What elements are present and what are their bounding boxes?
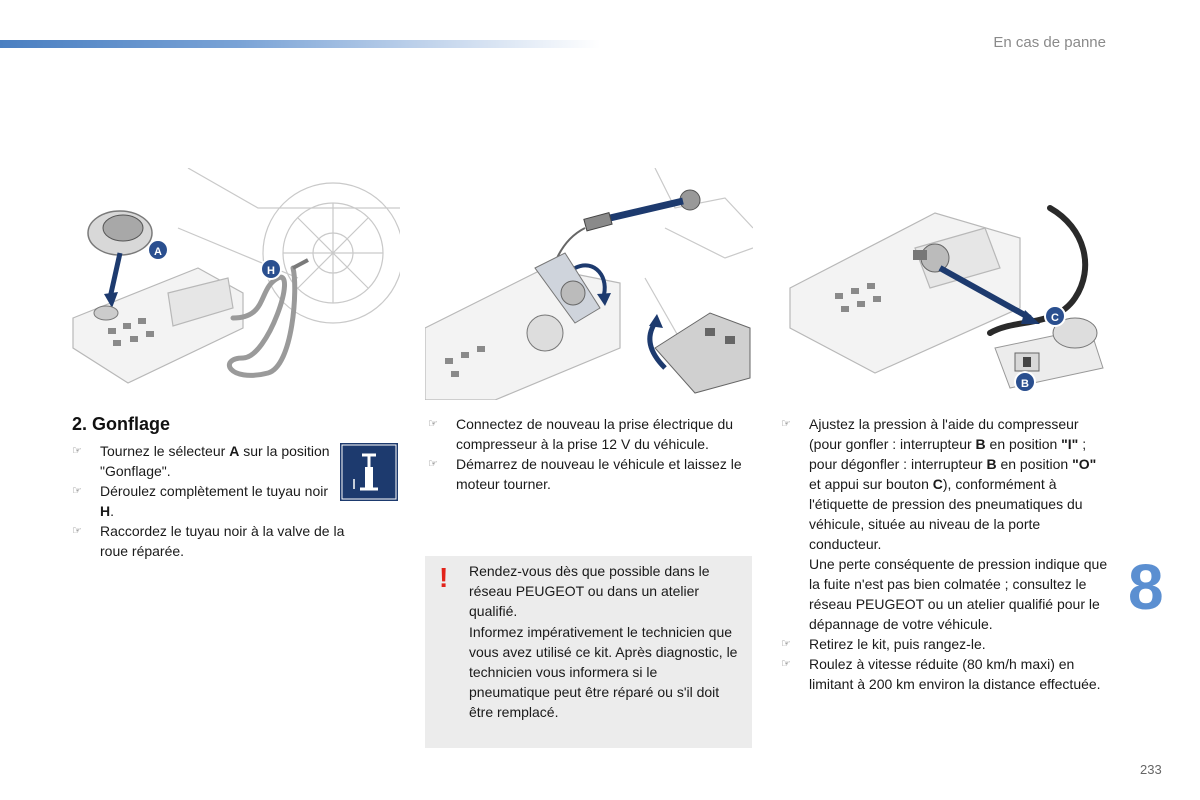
svg-text:C: C <box>1051 312 1059 324</box>
section-label: En cas de panne <box>993 34 1106 51</box>
tire-pump-icon <box>340 443 398 501</box>
bullet-icon: ☞ <box>781 658 791 670</box>
illustration-pressure-buttons <box>785 168 1107 400</box>
list-item: ☞ Ajustez la pression à l'aide du compresseur (pour gonfler : interrupteur B en position "I" ; pour dégonfler : interrupteur B en position "O" et appui sur bouton C), conformément à l'étiquette de pression des pneumatiques du véhicule, située au niveau de la porte conducteur. Une perte conséquente de pression indique que la fuite n'est pas bien colmatée ; consultez le réseau PEUGEOT ou un atelier qualifié pour le dépannage de votre véhicule. <box>781 416 1108 632</box>
illustration-12v-socket <box>425 168 753 400</box>
svg-text:A: A <box>154 246 162 258</box>
list-item: ☞ Connectez de nouveau la prise électrique du compresseur à la prise 12 V du véhicule. <box>428 416 734 452</box>
bullet-icon: ☞ <box>72 445 82 457</box>
bullet-icon: ☞ <box>781 418 791 430</box>
illustration-compressor-hose <box>68 168 400 400</box>
warning-text: Rendez-vous dès que possible dans le réseau PEUGEOT ou dans un atelier qualifié. Informez impérativement le technicien que vous avez utilisé ce kit. Après diagnostic, le technicien vous informera si le pneumatique peut être réparé ou s'il doit être remplacé. <box>469 563 738 721</box>
header-accent-bar <box>0 40 600 48</box>
inflate-steps-list <box>72 441 372 561</box>
adjust-steps-list <box>781 414 1111 694</box>
page-number: 233 <box>1140 762 1162 777</box>
chapter-number: 8 <box>1128 551 1164 623</box>
list-item: ☞ Roulez à vitesse réduite (80 km/h maxi) en limitant à 200 km environ la distance effectuée. <box>781 656 1101 692</box>
svg-text:B: B <box>1021 378 1029 390</box>
warning-icon: ! <box>439 562 449 593</box>
list-item: ☞ Raccordez le tuyau noir à la valve de la roue réparée. <box>72 523 345 559</box>
svg-text:H: H <box>267 265 275 277</box>
bullet-icon: ☞ <box>781 638 791 650</box>
warning-box <box>425 556 752 748</box>
bullet-icon: ☞ <box>428 458 438 470</box>
list-item: ☞ Tournez le sélecteur A sur la position "Gonflage". <box>72 443 330 479</box>
list-item: ☞ Déroulez complètement le tuyau noir H. <box>72 483 329 519</box>
section-title: 2. Gonflage <box>72 414 171 434</box>
bullet-icon: ☞ <box>428 418 438 430</box>
bullet-icon: ☞ <box>72 525 82 537</box>
bullet-icon: ☞ <box>72 485 82 497</box>
list-item: ☞ Retirez le kit, puis rangez-le. <box>781 636 986 652</box>
list-item: ☞ Démarrez de nouveau le véhicule et laissez le moteur tourner. <box>428 456 742 492</box>
reconnect-steps-list <box>428 414 748 494</box>
